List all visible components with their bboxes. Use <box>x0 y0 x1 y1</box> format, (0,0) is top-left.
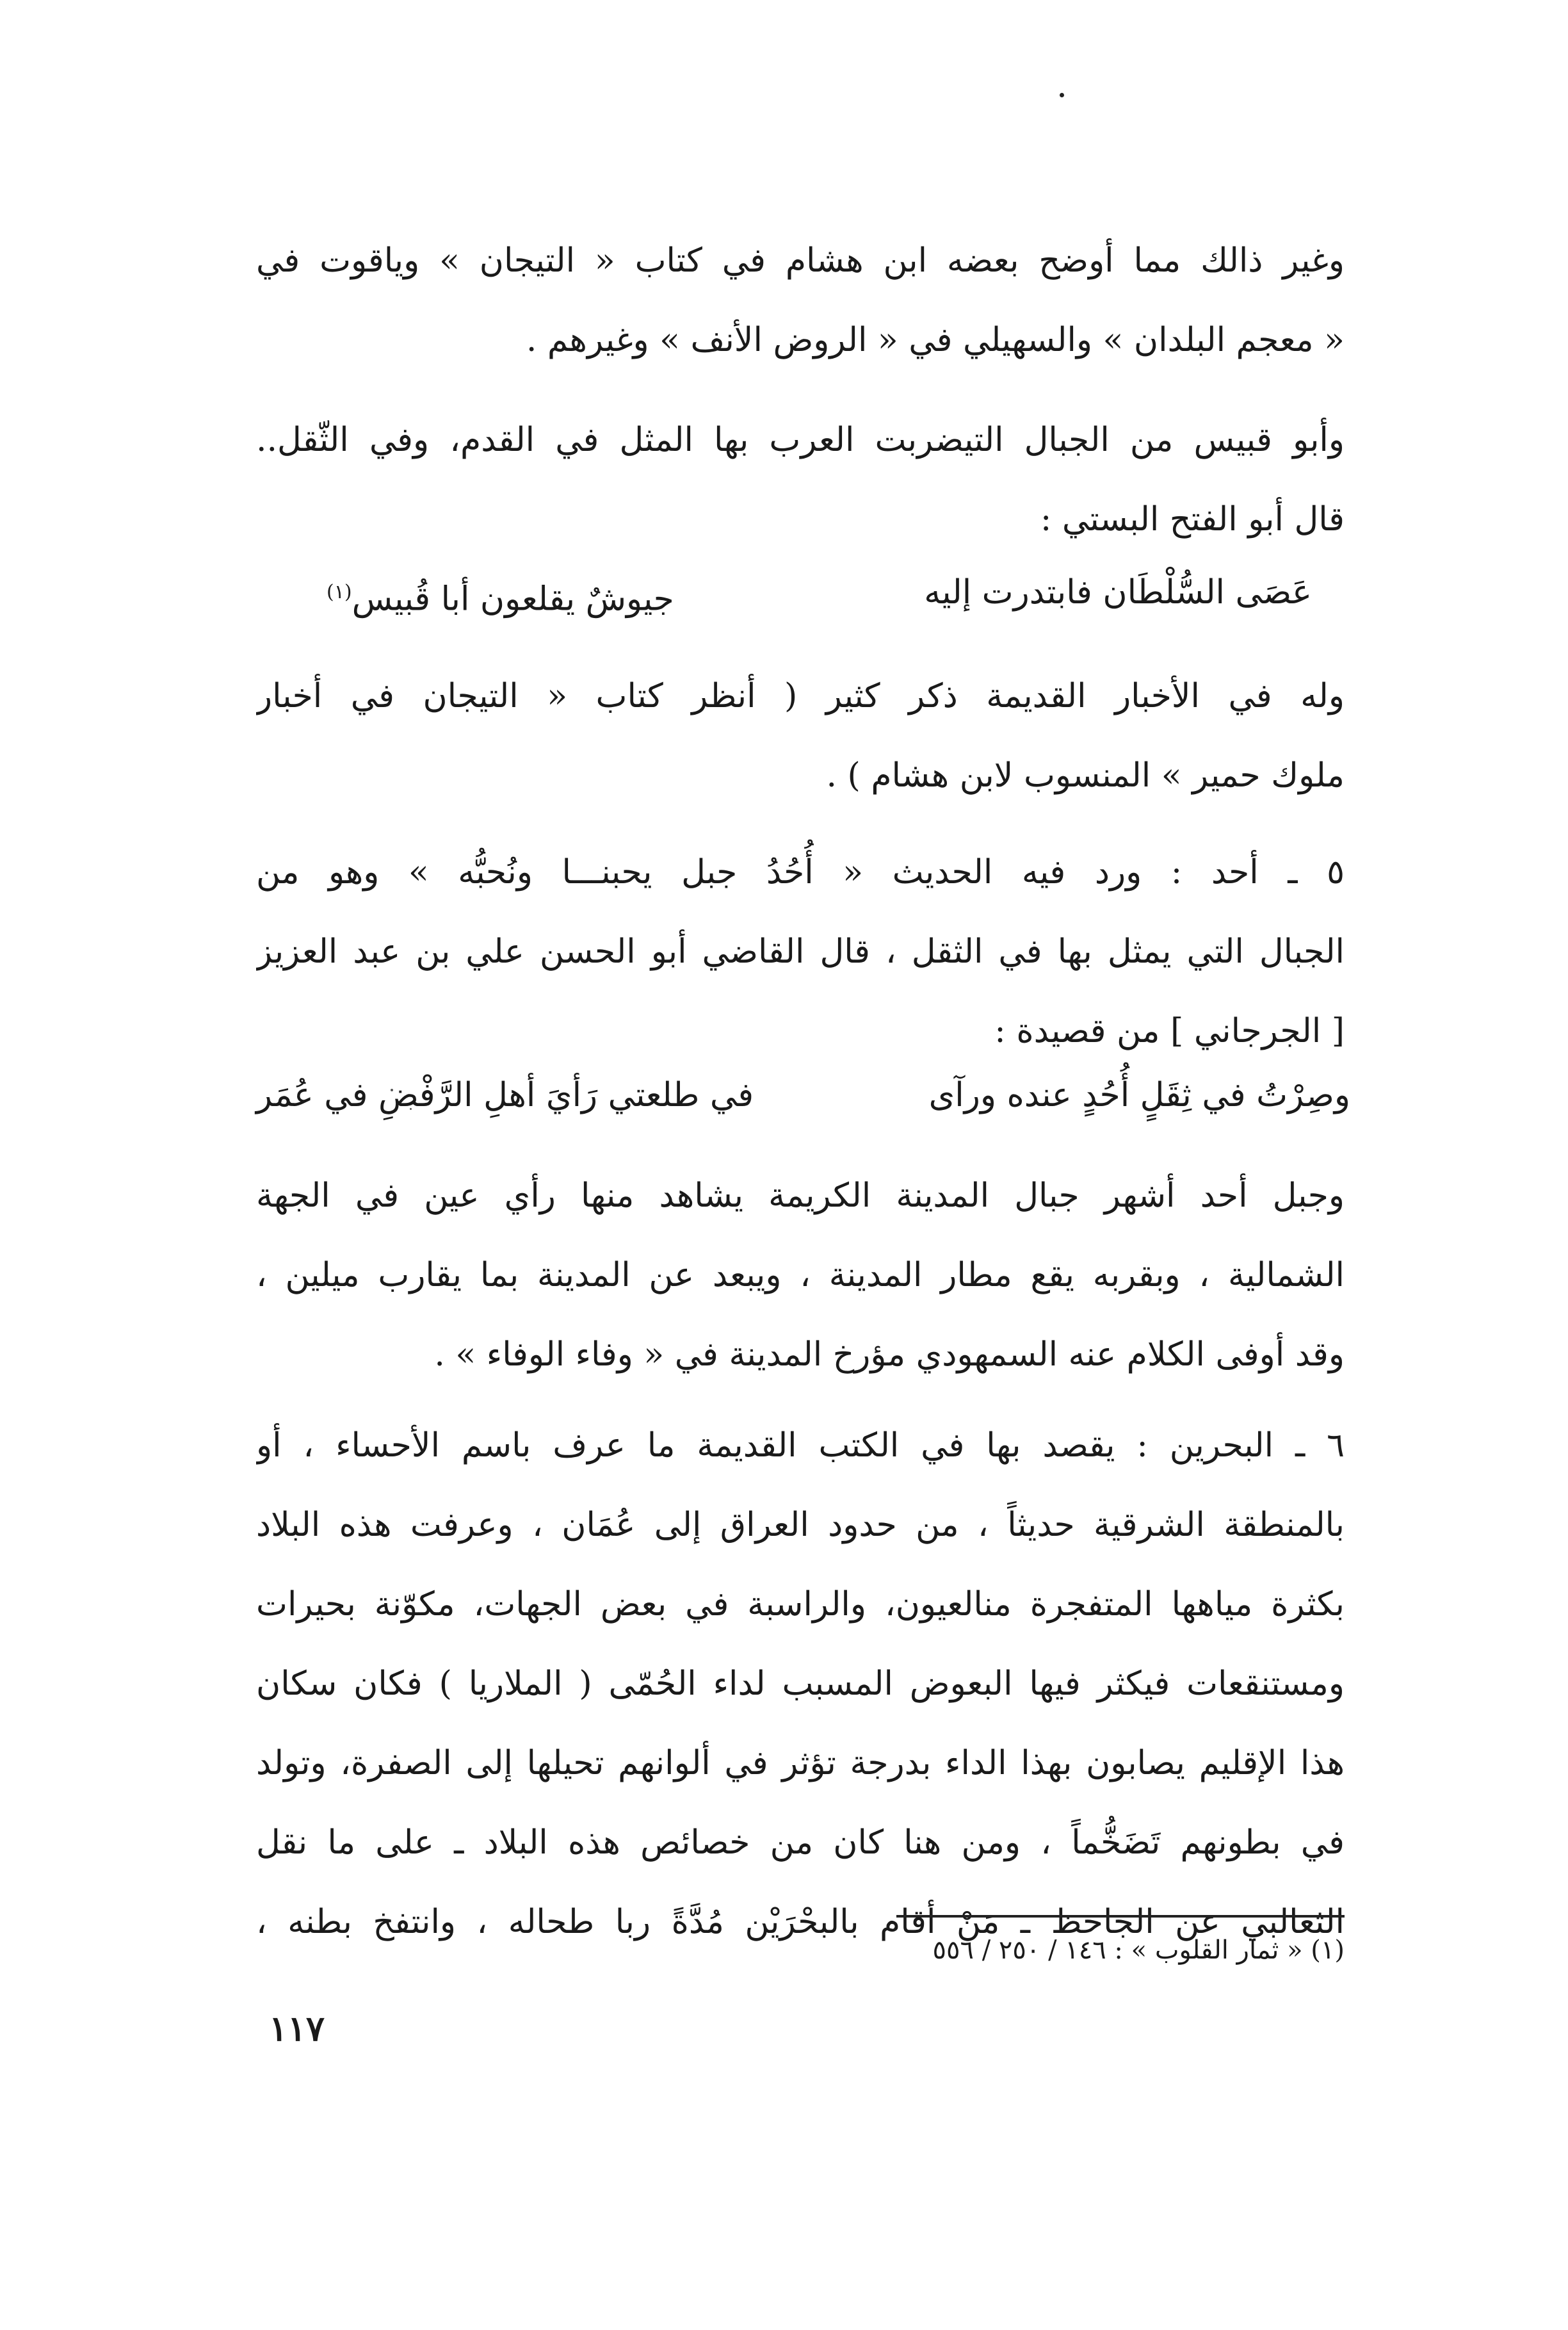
verse-1-first-hemistich: عَصَى السُّلْطَان فابتدرت إليه <box>924 573 1312 612</box>
footnote-marker: (١) <box>327 581 352 603</box>
paragraph-line: وقد أوفى الكلام عنه السمهودي مؤرخ المدينة في « وفاء الوفاء » . <box>434 1335 1345 1374</box>
paragraph-3 <box>256 656 1345 815</box>
footnote-separator <box>896 1915 1345 1918</box>
paragraph-1 <box>256 221 1345 380</box>
paragraph-line: الجبال التي يمثل بها في الثقل ، قال القاضي أبو الحسن علي بن عبد العزيز <box>256 933 1345 971</box>
paragraph-line: بالمنطقة الشرقية حديثاً ، من حدود العراق إلى عُمَان ، وعرفت هذه البلاد <box>256 1506 1345 1544</box>
paragraph-4 <box>256 833 1345 1071</box>
verse-2-first-hemistich: وصِرْتُ في ثِقَلٍ أُحُدٍ عنده ورآى <box>928 1076 1350 1114</box>
paragraph-line: وغير ذالك مما أوضح بعضه ابن هشام في كتاب « التيجان » وياقوت في <box>256 241 1345 280</box>
paragraph-line: الشمالية ، وبقربه يقع مطار المدينة ، ويبعد عن المدينة بما يقارب ميلين ، <box>256 1256 1345 1294</box>
paragraph-line: [ الجرجاني ] من قصيدة : <box>994 1012 1345 1050</box>
paragraph-2 <box>256 400 1345 559</box>
page-number: ١١٧ <box>269 2008 325 2049</box>
verse-1-second-hemistich <box>327 567 674 624</box>
paragraph-line: في بطونهم تَضَخُّماً ، ومن هنا كان من خصائص هذه البلاد ـ على ما نقل <box>256 1823 1345 1862</box>
paragraph-6 <box>256 1406 1345 1962</box>
verse-2-second-hemistich: في طلعتي رَأيَ أهلِ الرَّفْضِ في عُمَر <box>256 1076 754 1114</box>
ink-dot <box>1060 93 1064 97</box>
paragraph-line: ومستنقعات فيكثر فيها البعوض المسبب لداء الحُمّى ( الملاريا ) فكان سكان <box>256 1665 1345 1703</box>
paragraph-line: بكثرة مياهها المتفجرة منالعيون، والراسبة في بعض الجهات، مكوّنة بحيرات <box>256 1585 1345 1624</box>
verse-1-second-hemistich-text: جيوشٌ يقلعون أبا قُبيس <box>352 580 674 619</box>
paragraph-line: قال أبو الفتح البستي : <box>1040 500 1345 539</box>
footnote: (١) « ثمار القلوب » : ١٤٦ / ٢٥٠ / ٥٥٦ <box>932 1935 1345 1965</box>
paragraph-line: وأبو قبيس من الجبال التيضربت العرب بها المثل في القدم، وفي الثّقل.. <box>256 421 1345 459</box>
paragraph-line: الثعالبي عن الجاحظ ـ مَنْ أقام بالبحْرَيْن مُدَّةً ربا طحاله ، وانتفخ بطنه ، <box>256 1903 1345 1941</box>
paragraph-line: وجبل أحد أشهر جبال المدينة الكريمة يشاهد منها رأي عين في الجهة <box>256 1177 1345 1215</box>
paragraph-line: ٦ ـ البحرين : يقصد بها في الكتب القديمة ما عرف باسم الأحساء ، أو <box>256 1426 1345 1465</box>
paragraph-line: وله في الأخبار القديمة ذكر كثير ( أنظر كتاب « التيجان في أخبار <box>256 677 1345 715</box>
paragraph-line: ٥ ـ أحد : ورد فيه الحديث « أُحُدُ جبل يحبنـــا ونُحبُّه » وهو من <box>256 853 1345 892</box>
paragraph-line: هذا الإقليم يصابون بهذا الداء بدرجة تؤثر في ألوانهم تحيلها إلى الصفرة، وتولد <box>256 1744 1345 1782</box>
paragraph-line: « معجم البلدان » والسهيلي في « الروض الأنف » وغيرهم . <box>526 321 1345 359</box>
paragraph-line: ملوك حمير » المنسوب لابن هشام ) . <box>826 756 1345 795</box>
paragraph-5 <box>256 1156 1345 1394</box>
